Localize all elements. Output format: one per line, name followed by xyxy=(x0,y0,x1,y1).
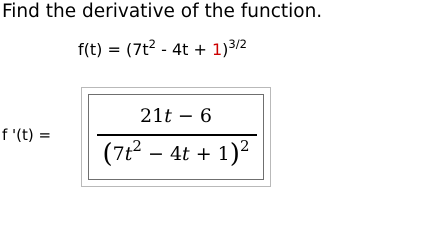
answer-numerator xyxy=(89,105,263,127)
answer-box[interactable] xyxy=(81,87,271,187)
numerator-var: t xyxy=(164,105,172,127)
denominator-coef: 7 xyxy=(112,143,125,165)
denominator-open-paren: ( xyxy=(102,139,113,169)
function-base-close: ) xyxy=(222,40,229,59)
numerator-coef: 21 xyxy=(140,105,165,127)
denominator-mid: − 4 xyxy=(141,143,183,165)
function-base-open: (7t xyxy=(125,40,149,59)
answer-label: f '(t) = xyxy=(2,126,52,144)
question-prompt: Find the derivative of the function. xyxy=(2,1,323,22)
answer-input[interactable] xyxy=(88,94,264,180)
numerator-rest: − 6 xyxy=(171,105,212,127)
function-base-middle: - 4t + xyxy=(156,40,212,59)
fraction-bar xyxy=(97,134,257,136)
function-definition xyxy=(78,36,247,59)
denominator-var: t xyxy=(124,143,133,165)
denominator-var-exponent: 2 xyxy=(132,137,142,155)
denominator-close-paren: ) xyxy=(229,139,240,169)
function-constant: 1 xyxy=(211,40,223,59)
denominator-var2: t xyxy=(182,143,190,165)
denominator-outer-exponent: 2 xyxy=(239,137,250,155)
function-lhs: f(t) = xyxy=(78,40,126,59)
denominator-plus: + 1 xyxy=(189,143,230,165)
answer-denominator xyxy=(89,137,263,167)
function-outer-exponent: 3/2 xyxy=(228,36,247,51)
function-base-exponent: 2 xyxy=(148,36,156,51)
